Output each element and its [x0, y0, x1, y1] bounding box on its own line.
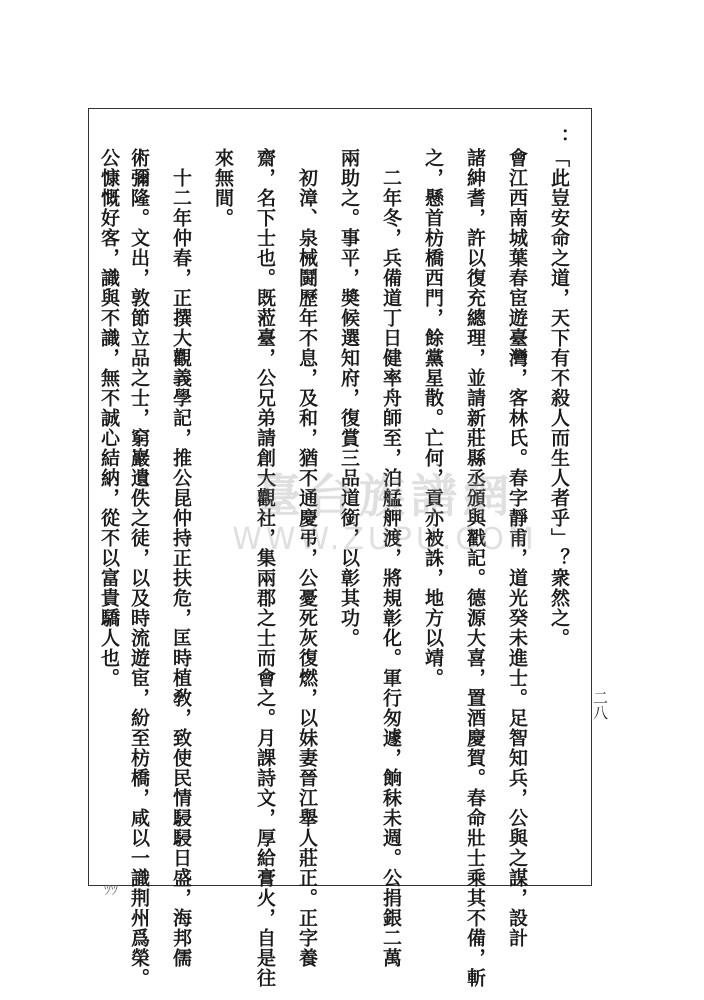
- text-column-5: 二年冬，兵備道丁日健率舟師至，泊艋舺渡，將規彰化。軍行匆遽，餉秣未週。公捐銀二萬: [380, 168, 402, 968]
- text-column-12: 公慷慨好客，識與不識，無不誠心結納，從不以富貴驕人也。: [98, 148, 120, 688]
- text-column-6: 兩助之。事平，奬候選知府，復賞三品道銜，以彰其功。: [338, 148, 360, 648]
- text-column-7: 初漳、泉械鬪歷年不息，及和，猶不通慶弔，公憂死灰復燃，以妹妻晉江舉人莊正。正字養: [296, 168, 318, 968]
- margin-scribble: ﾂﾂ: [104, 883, 118, 899]
- page-number: 二八: [591, 690, 609, 720]
- watermark-url: WWW.ZUPU.COM: [232, 522, 538, 557]
- watermark-text: 臺台族譜網: [255, 469, 515, 523]
- text-column-3: 諸紳耆，許以復充總理，並請新莊縣丞頒與戳記。德源大喜，置酒慶賀。春命壯士乘其不備，斬: [464, 148, 486, 988]
- text-column-1: ：「此豈安命之道，天下有不殺人而生人者乎」？衆然之。: [548, 128, 570, 648]
- text-column-11: 術彌隆。文出，敦節立品之士，窮巖遺佚之徒，以及時流遊宦，紛至枋橋，咸以一識荆州爲榮。: [128, 148, 150, 988]
- text-column-8: 齋，名下士也。既蒞臺，公兄弟請創大觀社，集兩郡之士而會之。月課詩文，厚給膏火，自是往: [254, 148, 276, 988]
- text-column-4: 之，懸首枋橋西門，餘黨星散。亡何，貢亦被誅，地方以靖。: [422, 148, 444, 688]
- text-column-2: 會江西南城葉春宦遊臺灣，客林氏。春字靜甫，道光癸未進士。足智知兵，公與之謀，設計: [506, 148, 528, 948]
- text-column-10: 十二年仲春，正撰大觀義學記，推公昆仲持正扶危，匡時植敎，致使民情駸駸日盛，海邦儒: [170, 168, 192, 968]
- text-column-9: 來無間。: [212, 148, 234, 228]
